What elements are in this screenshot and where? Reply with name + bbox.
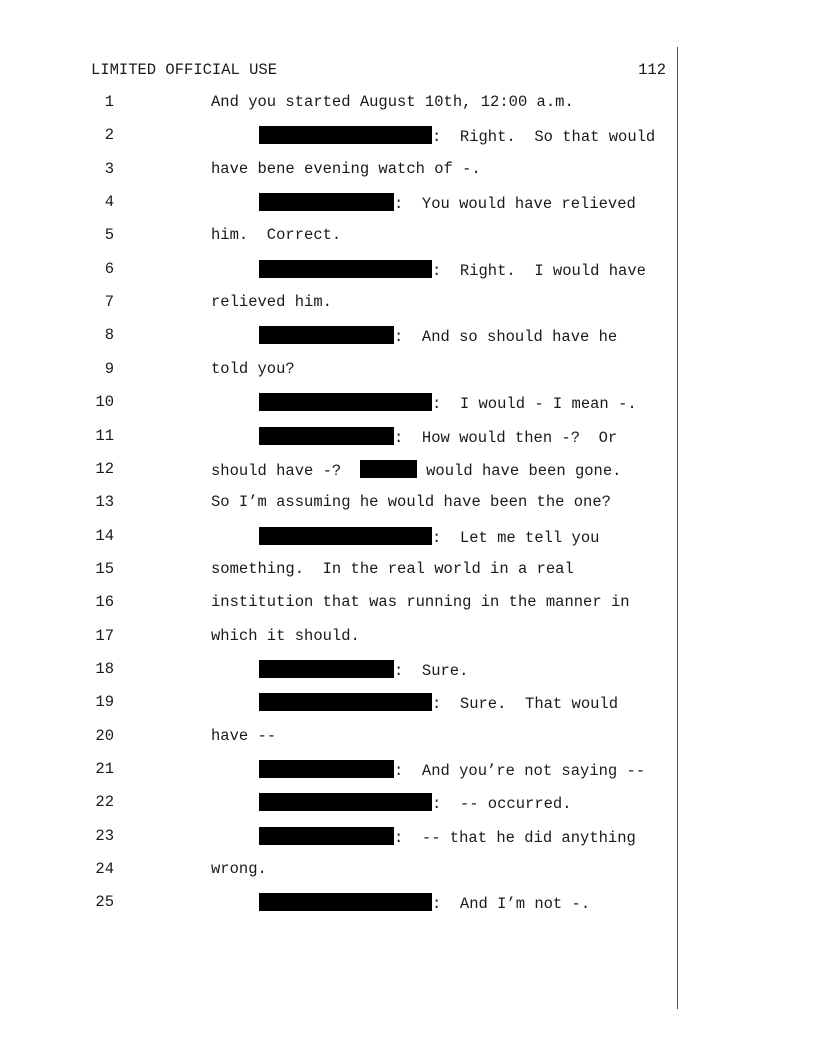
line-text: have -- [211,726,277,745]
transcript-line [0,593,700,613]
line-text: would have been gone. [416,461,622,480]
redacted-speaker-name [259,793,432,811]
line-text: told you? [211,359,295,378]
line-number: 10 [95,393,114,412]
line-text: : And so should have he [394,328,618,347]
line-number: 24 [95,860,114,879]
speaker-line [259,193,636,213]
transcript-line [0,660,700,680]
line-text: : Sure. [394,661,469,680]
line-text: wrong. [211,860,267,879]
line-number: 13 [95,493,114,512]
redacted-speaker-name [259,193,394,211]
line-number: 5 [104,226,114,245]
speaker-line [259,326,617,346]
speaker-line [259,827,636,847]
transcript-line [0,893,700,913]
line-number: 25 [95,893,114,912]
line-text: have bene evening watch of -. [211,159,481,178]
line-number: 8 [104,326,114,345]
line-text: something. In the real world in a real [211,559,574,578]
line-number: 20 [95,726,114,745]
transcript-line [0,860,700,880]
line-number: 18 [95,659,114,678]
line-text-with-redaction [211,460,621,480]
line-text: : And I’m not -. [432,895,591,914]
transcript-line [0,793,700,813]
speaker-line [259,893,590,913]
line-number: 9 [104,359,114,378]
line-text: : -- that he did anything [394,828,636,847]
line-text: : Sure. That would [432,695,619,714]
speaker-line [259,793,572,813]
line-text: So I’m assuming he would have been the one? [211,493,611,512]
line-text: And you started August 10th, 12:00 a.m. [211,93,574,111]
page-number: 112 [638,61,666,79]
transcript-line [0,93,700,113]
transcript-line [0,160,700,180]
transcript-line [0,126,700,146]
transcript-line [0,260,700,280]
speaker-line [259,660,468,680]
line-number: 15 [95,559,114,578]
line-text: him. Correct. [211,226,342,245]
line-number: 11 [95,426,114,445]
line-text: which it should. [211,626,360,645]
redacted-speaker-name [259,660,394,678]
redacted-speaker-name [259,827,394,845]
transcript-line [0,627,700,647]
speaker-line [259,693,618,713]
redacted-speaker-name [259,260,432,278]
redacted-speaker-name [259,427,394,445]
speaker-line [259,393,637,413]
line-number: 23 [95,826,114,845]
redacted-speaker-name [259,693,432,711]
line-text: institution that was running in the manner in [211,593,630,612]
line-number: 22 [95,793,114,812]
line-text: should have -? [211,461,360,480]
line-number: 3 [104,159,114,178]
line-text: : How would then -? Or [394,428,618,447]
transcript-line [0,760,700,780]
transcript-line [0,560,700,580]
line-number: 12 [95,459,114,478]
transcript-line [0,693,700,713]
line-text: : I would - I mean -. [432,395,637,414]
redacted-speaker-name [259,126,432,144]
line-number: 7 [104,293,114,312]
classification-header: LIMITED OFFICIAL USE [91,61,278,79]
line-text: : Right. So that would [432,128,656,147]
speaker-line [259,760,645,780]
line-number: 6 [104,259,114,278]
line-text: : You would have relieved [394,195,636,214]
transcript-line [0,493,700,513]
redacted-speaker-name [259,893,432,911]
line-number: 2 [104,126,114,145]
redacted-speaker-name [259,527,432,545]
line-number: 21 [95,760,114,778]
transcript-line [0,226,700,246]
speaker-line [259,427,617,447]
redacted-speaker-name [259,760,394,778]
redacted-name [360,460,417,478]
line-number: 19 [95,693,114,712]
speaker-line [259,260,646,280]
line-number: 4 [104,193,114,212]
transcript-line [0,460,700,480]
speaker-line [259,126,655,146]
transcript-line [0,393,700,413]
transcript-line [0,427,700,447]
transcript-line [0,527,700,547]
line-number: 16 [95,593,114,612]
speaker-line [259,527,599,547]
line-text: : Right. I would have [432,261,646,280]
line-number: 1 [104,93,114,111]
line-number: 14 [95,526,114,545]
transcript-line [0,727,700,747]
transcript-line [0,293,700,313]
transcript-line [0,193,700,213]
line-number: 17 [95,626,114,645]
transcript-line [0,827,700,847]
line-text: : Let me tell you [432,528,600,547]
redacted-speaker-name [259,326,394,344]
line-text: relieved him. [211,293,332,312]
transcript-line [0,326,700,346]
line-text: : -- occurred. [432,795,572,814]
line-text: : And you’re not saying -- [394,762,646,780]
transcript-line [0,360,700,380]
redacted-speaker-name [259,393,432,411]
